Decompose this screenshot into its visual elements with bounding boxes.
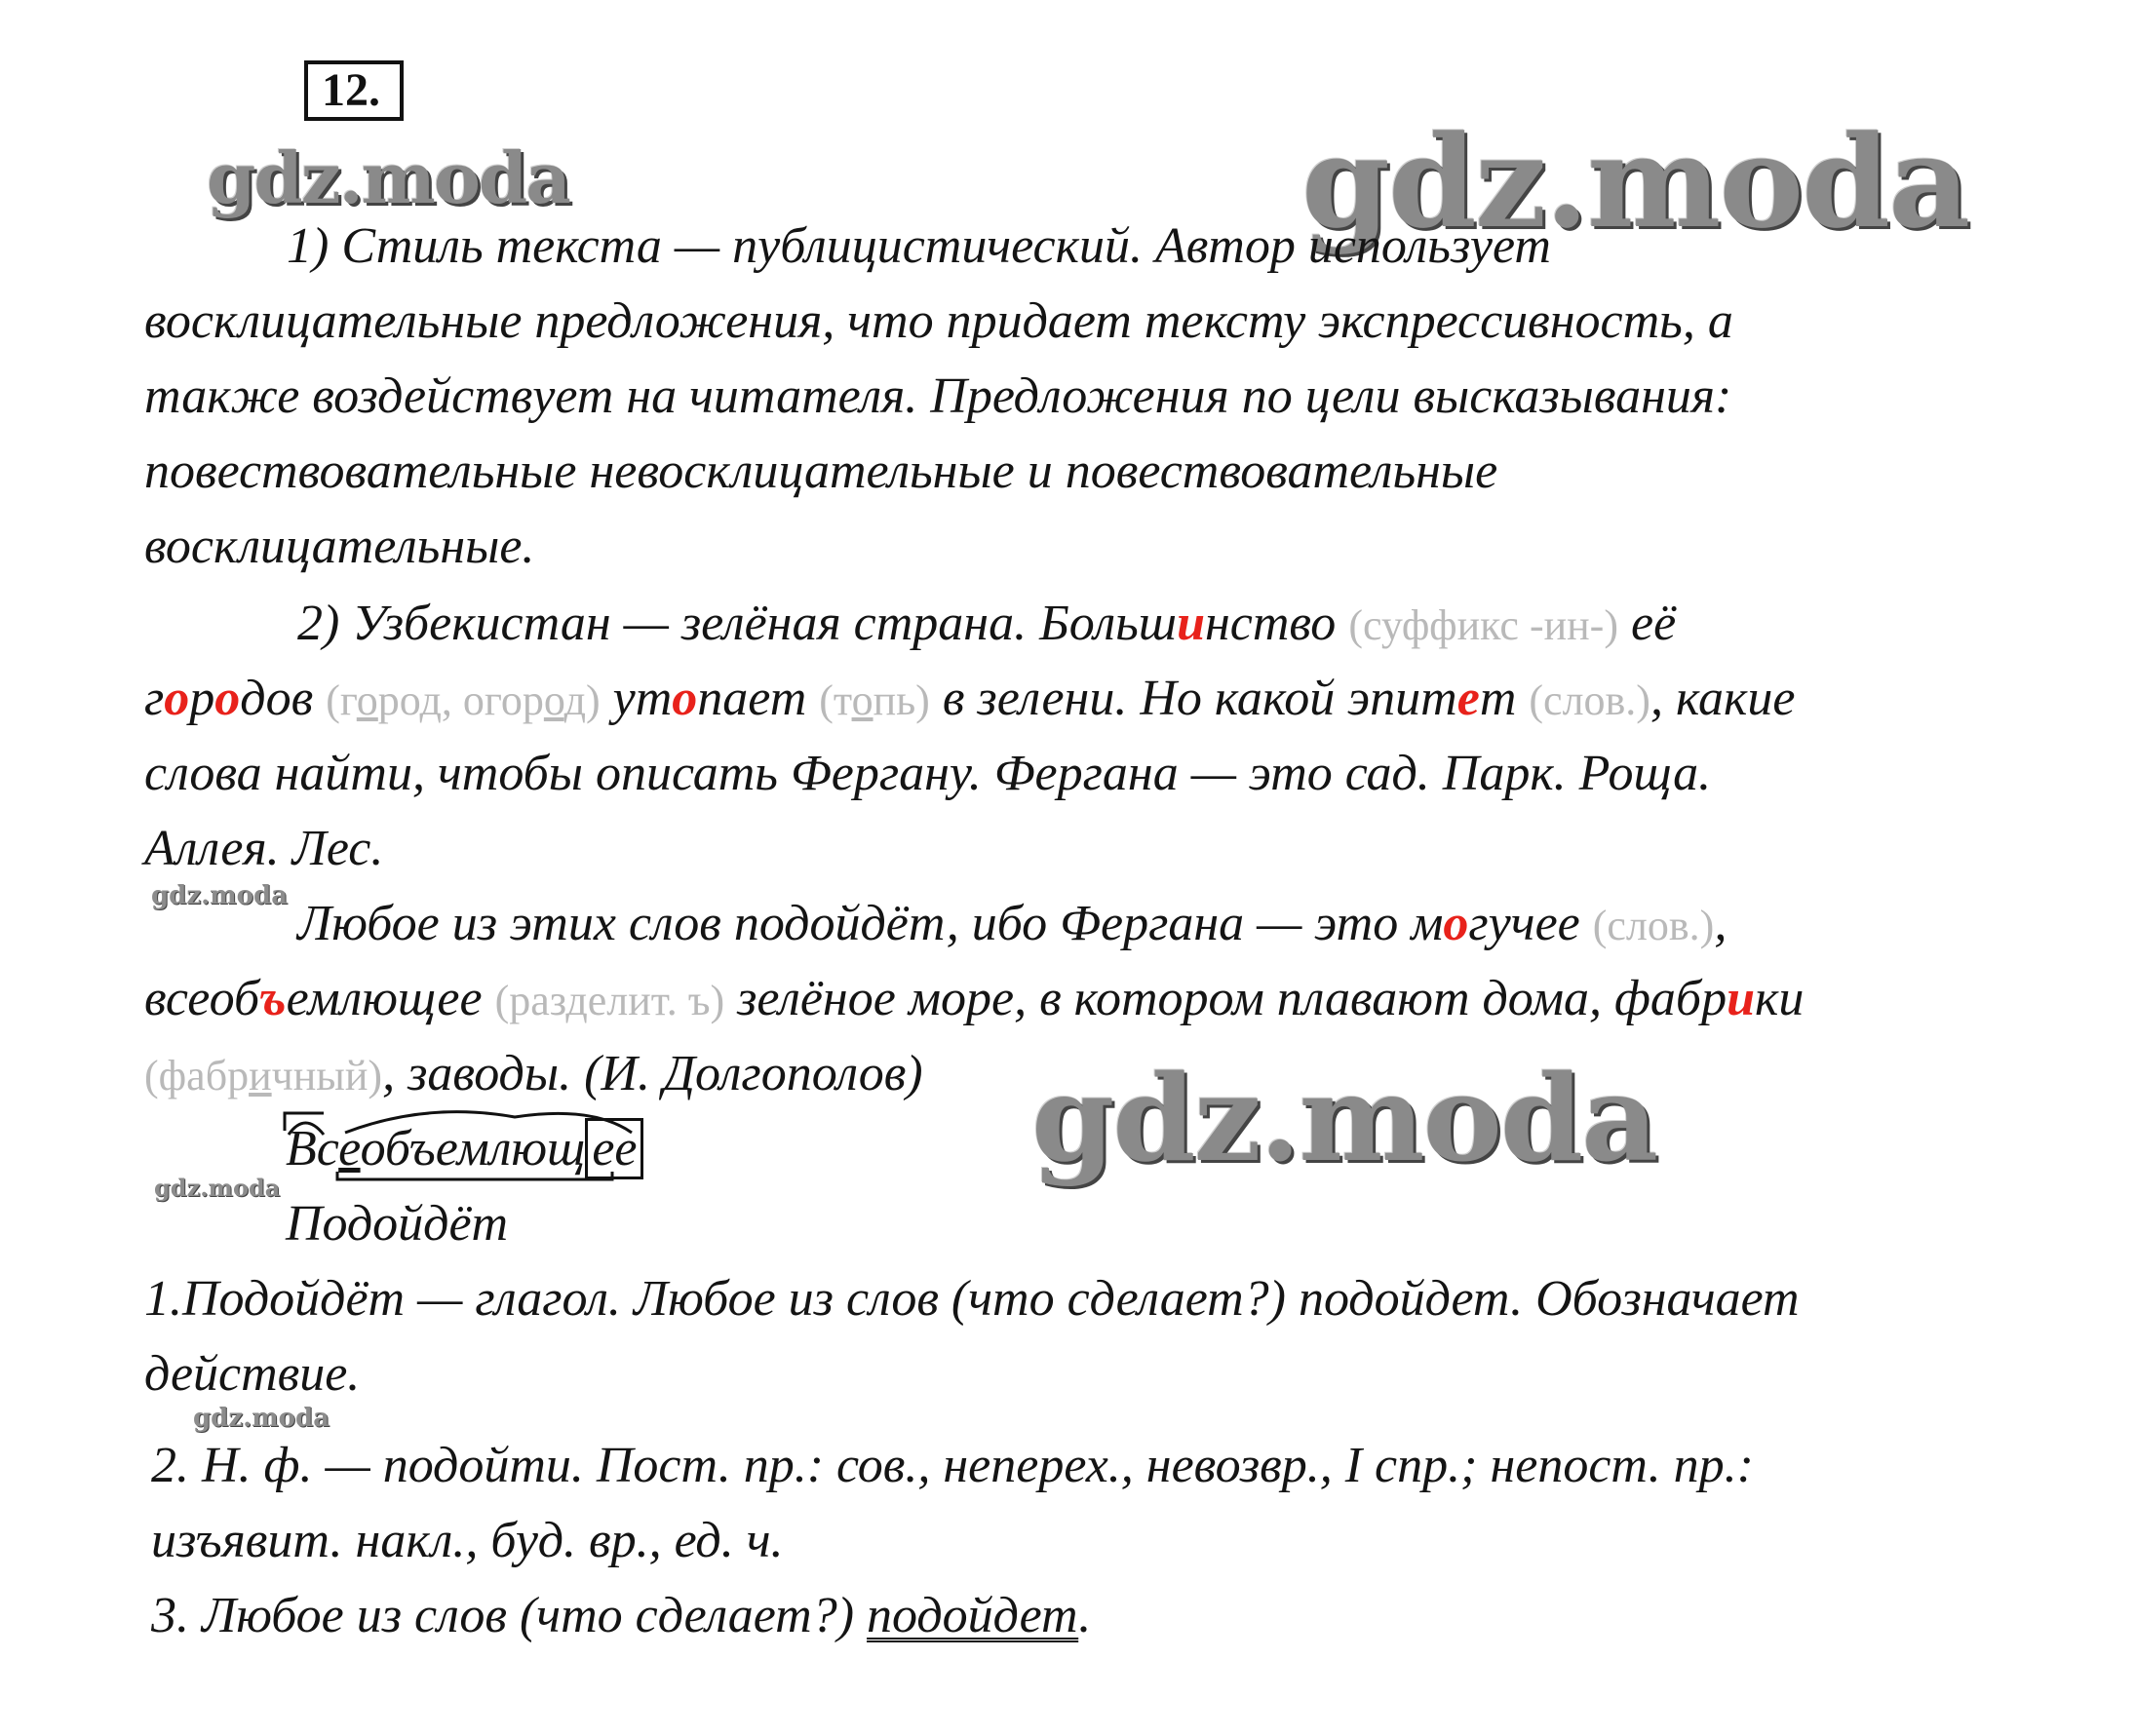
text-run: ки: [1755, 971, 1805, 1026]
paragraph3-line: [144, 970, 1804, 1030]
hint-run: род, огор: [377, 676, 544, 724]
hint-run: д): [563, 676, 601, 724]
analysis-line: [151, 1587, 1091, 1645]
text-run: г: [144, 671, 165, 726]
text-run: , заводы. (И. Долгополов): [382, 1046, 923, 1101]
text-run: р: [189, 671, 215, 726]
hint-note: [144, 1052, 382, 1099]
predicate-underlined: подойдет: [867, 1588, 1079, 1643]
hint-note: (суффикс -ин-): [1348, 601, 1618, 649]
analysis-line: 1.Подойдёт — глагол. Любое из слов (что сделает?) подойдет. Обозначает: [144, 1271, 1800, 1327]
text-run: .: [1078, 1588, 1092, 1643]
hint-letter: и: [249, 1052, 272, 1099]
watermark-logo: gdz.moda: [1301, 107, 1969, 256]
hint-run: (т: [819, 676, 852, 724]
text-run: Любое из этих слов подойдёт, ибо Фергана — это м: [297, 896, 1444, 951]
analysis-line: изъявит. накл., буд. вр., ед. ч.: [151, 1513, 784, 1568]
analysis-line: 2. Н. ф. — подойти. Пост. пр.: сов., неперех., невозвр., I спр.; непост. пр.:: [151, 1438, 1754, 1493]
text-run: ут: [612, 671, 673, 726]
paragraph2-line: слова найти, чтобы описать Фергану. Фергана — это сад. Парк. Роща.: [144, 746, 1712, 801]
hint-run: (г: [326, 676, 357, 724]
word-podoidet: Подойдёт: [286, 1196, 509, 1252]
text-run: пает: [697, 671, 807, 726]
highlight-letter: ъ: [259, 971, 287, 1026]
paragraph2-line: [144, 670, 1795, 730]
paragraph1-line: восклицательные.: [144, 519, 535, 574]
paragraph2-line: Аллея. Лес.: [144, 821, 384, 876]
highlight-letter: о: [672, 671, 698, 726]
hint-note: (слов.): [1592, 902, 1715, 949]
highlight-letter: е: [1456, 671, 1480, 726]
hint-letter: о: [356, 676, 378, 724]
morpheme-ending: ее: [585, 1118, 643, 1179]
paragraph1-line: 1) Стиль текста — публицистический. Автор использует: [287, 218, 1551, 274]
hint-note: [326, 676, 600, 724]
watermark-logo: gdz.moda: [1031, 1048, 1657, 1188]
hint-letter: о: [543, 676, 564, 724]
watermark-logo: gdz.moda: [154, 1174, 281, 1202]
hint-note: (слов.): [1529, 676, 1650, 724]
text-run: гучее: [1468, 896, 1580, 951]
text-run: емлющее: [286, 971, 483, 1026]
hint-note: [819, 676, 930, 724]
text-run: т: [1479, 671, 1517, 726]
paragraph3-line: [144, 1045, 923, 1105]
paragraph1-line: также воздействует на читателя. Предложения по цели высказывания:: [144, 368, 1732, 424]
hint-run: пь): [873, 676, 930, 724]
text-run: 3. Любое из слов (что сделает?): [151, 1588, 855, 1643]
hint-run: чный): [271, 1052, 383, 1099]
text-run: 2) Узбекистан — зелёная страна. Больш: [297, 596, 1178, 651]
text-run: зелёное море, в котором плавают дома, фабр: [737, 971, 1727, 1026]
paragraph3-line: [297, 895, 1727, 955]
paragraph2-line: [297, 595, 1676, 655]
hint-letter: о: [851, 676, 873, 724]
watermark-logo: gdz.moda: [193, 1404, 330, 1433]
highlight-letter: и: [1177, 596, 1205, 651]
highlight-letter: о: [1443, 896, 1469, 951]
watermark-logo: gdz.moda: [151, 881, 289, 910]
text-run: нство: [1204, 596, 1337, 651]
text-run: дов: [240, 671, 314, 726]
paragraph1-line: восклицательные предложения, что придает тексту экспрессивность, а: [144, 293, 1733, 349]
highlight-letter: о: [164, 671, 190, 726]
hint-note: (разделит. ъ): [494, 977, 725, 1024]
text-run: , какие: [1650, 671, 1796, 726]
morpheme-word: [286, 1120, 643, 1178]
text-run: всеоб: [144, 971, 260, 1026]
watermark-logo: gdz.moda: [207, 136, 569, 219]
paragraph1-line: повествовательные невосклицательные и повествовательные: [144, 444, 1498, 499]
highlight-letter: о: [214, 671, 241, 726]
text-run: ,: [1714, 896, 1727, 951]
morpheme-root: объемлющ: [360, 1121, 586, 1177]
hint-run: (фабр: [144, 1052, 250, 1099]
highlight-letter: и: [1727, 971, 1755, 1026]
text-run: её: [1631, 596, 1677, 651]
morpheme-prefix: Вс: [286, 1121, 339, 1177]
morpheme-connect: е: [338, 1121, 361, 1177]
analysis-line: действие.: [144, 1346, 361, 1402]
task-number: 12.: [304, 60, 404, 121]
text-run: в зелени. Но какой эпит: [942, 671, 1457, 726]
